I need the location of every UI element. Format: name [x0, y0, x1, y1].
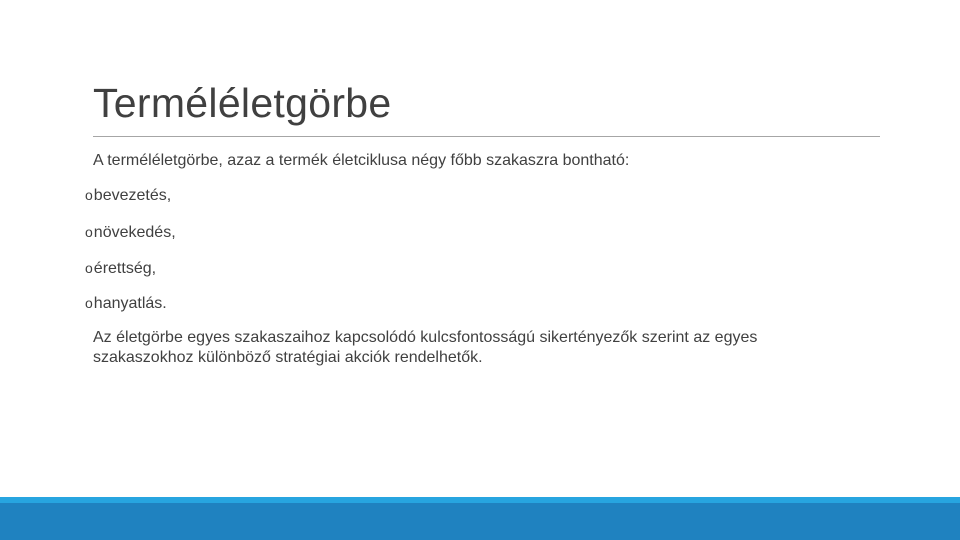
title-divider [93, 136, 880, 137]
list-item [85, 185, 171, 206]
outro-text: Az életgörbe egyes szakaszaihoz kapcsolódó kulcsfontosságú sikertényezők szerint az egyes szakaszokhoz különböző stratégiai akciók rendelhetők. [93, 329, 758, 366]
footer-bar [0, 497, 960, 540]
bullet-text: bevezetés, [93, 187, 172, 204]
bullet-marker: o [85, 295, 93, 311]
bullet-text: hanyatlás. [93, 295, 167, 312]
bullet-marker: o [85, 260, 93, 276]
bullet-text: növekedés, [93, 224, 176, 241]
footer-accent-stripe [0, 497, 960, 503]
bullet-marker: o [85, 187, 93, 203]
slide-title: Terméléletgörbe [93, 80, 392, 126]
bullet-text: érettség, [93, 260, 157, 277]
list-item [85, 293, 167, 314]
bullet-marker: o [85, 224, 93, 240]
list-item [85, 258, 156, 279]
intro-text: A terméléletgörbe, azaz a termék életciklusa négy főbb szakaszra bontható: [93, 152, 630, 169]
list-item [85, 222, 176, 243]
